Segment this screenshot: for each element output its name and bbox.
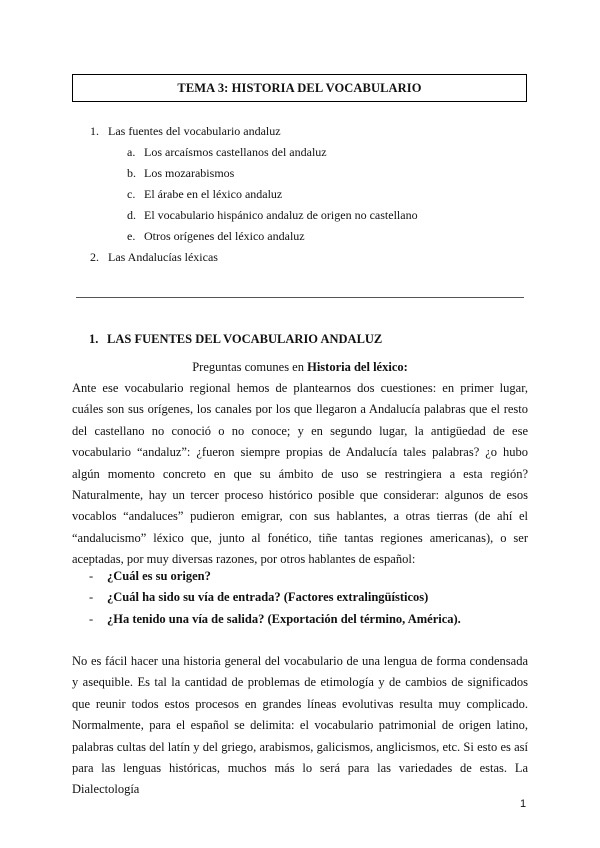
toc-item-number: d.	[127, 208, 136, 222]
toc-item-label: Los arcaísmos castellanos del andaluz	[144, 145, 327, 159]
toc-item-number: b.	[127, 166, 136, 180]
toc-item-number: a.	[127, 145, 136, 159]
bullet-dash: -	[89, 569, 94, 583]
horizontal-divider	[76, 297, 524, 298]
toc-item-label: Los mozarabismos	[144, 166, 235, 180]
toc-item-label: El árabe en el léxico andaluz	[144, 187, 283, 201]
toc-item-number: 2.	[90, 250, 99, 264]
paragraph-body: No es fácil hacer una historia general del vocabulario de una lengua de forma condensada y asequible. Es tal la cantidad de problemas de etimología y de cambios de significados que reunir todos estos procesos en grandes líneas evolutivas resulta muy complicado. Normalmente, para el español se delimita: el vocabulario patrimonial de origen latino, palabras cultas del latín y del griego, arabismos, galicismos, anglicismos, etc. Si esto es así para las lenguas históricas, muchos más lo será para las variedades de estas. La Dialectología	[72, 654, 528, 797]
document-title: TEMA 3: HISTORIA DEL VOCABULARIO	[72, 74, 527, 102]
question-text: ¿Cuál ha sido su vía de entrada? (Factores extralingüísticos)	[107, 590, 429, 605]
question-item	[72, 566, 528, 587]
toc-item-label: Las Andalucías léxicas	[108, 250, 218, 264]
section-number: 1.	[89, 332, 99, 346]
toc-item-number: e.	[127, 229, 136, 243]
bullet-dash: -	[89, 611, 94, 626]
subtitle-bold: Historia del léxico:	[307, 360, 408, 374]
question-text: ¿Ha tenido una vía de salida? (Exportación del término, América).	[107, 611, 461, 626]
question-text: ¿Cuál es su origen?	[107, 569, 211, 583]
section-title: LAS FUENTES DEL VOCABULARIO ANDALUZ	[107, 332, 383, 346]
toc-item-number: 1.	[90, 124, 99, 138]
toc-item-number: c.	[127, 187, 136, 201]
question-item	[72, 587, 528, 608]
bullet-dash: -	[89, 590, 94, 605]
toc-item-label: El vocabulario hispánico andaluz de origen no castellano	[144, 208, 418, 222]
subtitle-prefix: Preguntas comunes en	[192, 360, 308, 374]
toc-item-label: Otros orígenes del léxico andaluz	[144, 229, 305, 243]
question-item	[72, 609, 528, 630]
subtitle	[0, 360, 600, 375]
paragraph-intro: Ante ese vocabulario regional hemos de plantearnos dos cuestiones: en primer lugar, cuáles son sus orígenes, los canales por los que llegaron a Andalucía palabras que el resto del castellano no conoció o no conoce; y en segundo lugar, la antigüedad de ese vocabulario “andaluz”: ¿fueron siempre propias de Andalucía tales palabras? ¿o hubo algún momento concreto en que su ámbito de uso se restringiera a esta región? Naturalmente, hay un tercer proceso histórico posible que considerar: algunos de esos vocablos “andaluces” pudieron emigrar, con sus hablantes, a otras tierras (de ahí el “andalucismo” léxico que, junto al fonético, tiñe tantas regiones americanas), o ser aceptadas, por muy diversas razones, por otros hablantes de español:	[72, 381, 528, 567]
question-list	[72, 566, 528, 630]
toc-item-label: Las fuentes del vocabulario andaluz	[108, 124, 281, 138]
section-heading	[89, 332, 382, 347]
page-number: 1	[520, 798, 527, 810]
